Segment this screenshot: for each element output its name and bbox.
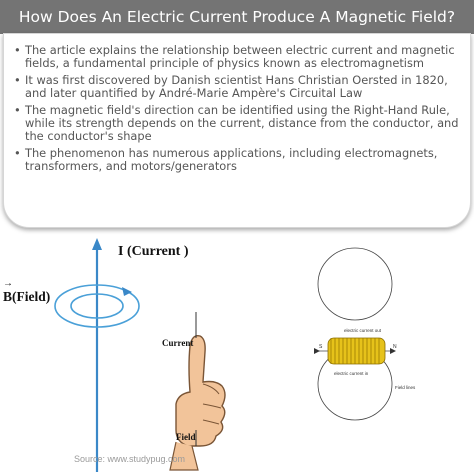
source-credit: Source: www.studypug.com <box>74 454 186 464</box>
hand-current-label: Current <box>162 338 194 348</box>
current-out-label: electric current out <box>344 328 382 333</box>
solenoid-diagram <box>314 248 396 420</box>
figure-illustration <box>0 234 474 474</box>
bullet-item <box>14 147 464 172</box>
bullet-list <box>14 44 464 177</box>
field-lines-label: Field lines <box>395 385 416 390</box>
field-label-text: B(Field) <box>3 289 51 304</box>
vector-arrow: → <box>3 278 13 289</box>
upper-field-line <box>318 248 392 320</box>
pole-n-label: N <box>393 344 397 350</box>
field-label <box>3 278 51 305</box>
field-direction-arrow <box>122 287 132 296</box>
wire-arrowhead <box>92 238 102 250</box>
current-label: I (Current ) <box>118 244 189 259</box>
bullet-marker: • <box>14 73 21 88</box>
bullet-marker: • <box>14 43 21 57</box>
current-in-label: electric current in <box>334 371 369 376</box>
bullet-text: The article explains the relationship between electric current and magnetic fields, a fundamental principle of physics known as electromagnetism <box>25 43 455 70</box>
bullet-item <box>14 74 464 99</box>
bullet-item <box>14 104 464 142</box>
hand-field-label: Field <box>176 432 196 442</box>
bullet-marker: • <box>14 146 21 161</box>
page-title: How Does An Electric Current Produce A Magnetic Field? <box>18 8 456 26</box>
right-hand-icon <box>170 336 225 470</box>
bullet-marker: • <box>14 103 21 118</box>
solenoid-coil <box>328 338 385 364</box>
bullet-item <box>14 44 464 69</box>
bullet-text: The phenomenon has numerous applications, including electromagnets, transformers, and motors/generators <box>25 146 438 173</box>
bullet-text: The magnetic field's direction can be identified using the Right-Hand Rule, while its strength depends on the current, distance from the conductor, and the conductor's shape <box>25 103 459 143</box>
bullet-text: It was first discovered by Danish scientist Hans Christian Oersted in 1820, and later quantified by André-Marie Ampère's Circuital Law <box>25 73 448 100</box>
pole-s-label: S <box>319 344 323 350</box>
